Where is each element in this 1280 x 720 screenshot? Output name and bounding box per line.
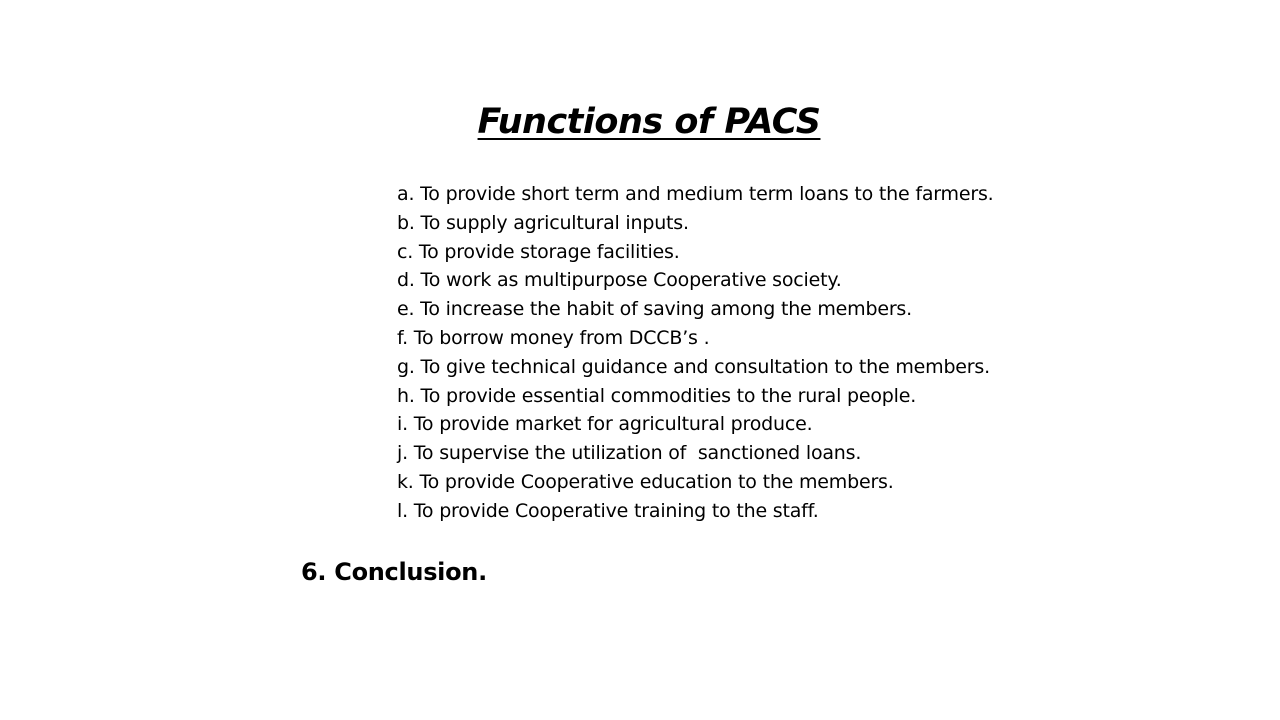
section-heading-conclusion: 6. Conclusion.	[301, 558, 487, 586]
list-item: e. To increase the habit of saving among the members.	[397, 298, 912, 321]
list-item: f. To borrow money from DCCB’s .	[397, 326, 710, 349]
list-item: g. To give technical guidance and consultation to the members.	[397, 355, 990, 378]
list-item: c. To provide storage facilities.	[397, 240, 680, 263]
list-item: k. To provide Cooperative education to the members.	[397, 470, 894, 493]
list-item: d. To work as multipurpose Cooperative society.	[397, 269, 842, 292]
list-item: h. To provide essential commodities to the rural people.	[397, 384, 917, 407]
list-item: i. To provide market for agricultural produce.	[397, 413, 813, 436]
slide-title: Functions of PACS	[477, 102, 821, 142]
list-item: j. To supervise the utilization of sanctioned loans.	[397, 442, 862, 465]
list-item: a. To provide short term and medium term loans to the farmers.	[397, 183, 994, 205]
list-item: b. To supply agricultural inputs.	[397, 211, 689, 234]
list-item: l. To provide Cooperative training to the staff.	[397, 499, 819, 522]
functions-list	[397, 180, 993, 526]
